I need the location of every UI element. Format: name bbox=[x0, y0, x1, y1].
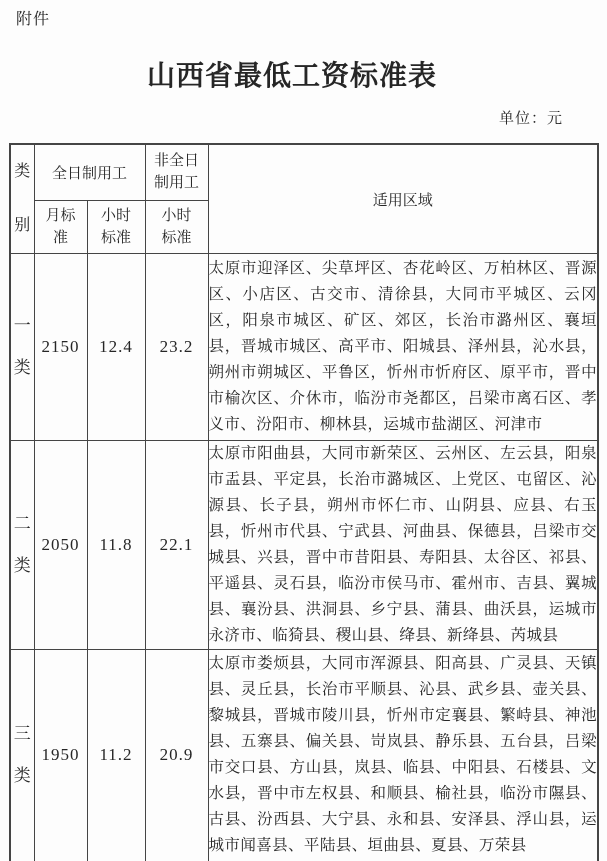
header-full-time-group bbox=[34, 144, 145, 200]
regions-cell: 太原市迎泽区、尖草坪区、杏花岭区、万柏林区、晋源区、小店区、古交市、清徐县，大同市平城区、云冈区，阳泉市城区、矿区、郊区，长治市潞州区、襄垣县，晋城市城区、高平市、阳城县、泽州县，沁水县，朔州市朔城区、平鲁区，忻州市忻府区、原平市，晋中市榆次区、介休市，临汾市尧都区，吕梁市离石区、孝义市、汾阳市、柳林县，运城市盐湖区、河津市 bbox=[208, 254, 598, 441]
table-row-category-3 bbox=[10, 650, 598, 861]
part-time-hourly-wage-cell: 22.1 bbox=[145, 441, 208, 650]
monthly-wage-cell: 2050 bbox=[34, 441, 87, 650]
header-category-label: 类别 bbox=[14, 163, 31, 234]
attachment-label: 附件 bbox=[16, 11, 51, 28]
category-label: 一类 bbox=[13, 316, 31, 377]
header-part-time-hourly-label: 小时标准 bbox=[161, 206, 192, 246]
monthly-wage-cell: 1950 bbox=[34, 650, 87, 861]
table-header-row-1 bbox=[10, 144, 598, 200]
regions-cell: 太原市阳曲县，大同市新荣区、云州区、左云县，阳泉市盂县、平定县，长治市潞城区、上党区、屯留区、沁源县、长子县，朔州市怀仁市、山阴县、应县、右玉县，忻州市代县、宁武县、河曲县、保德县，吕梁市交城县、兴县，晋中市昔阳县、寿阳县、太谷区、祁县、平遥县、灵石县，临汾市侯马市、霍州市、吉县、翼城县、襄汾县、洪洞县、乡宁县、蒲县、曲沃县，运城市永济市、临猗县、稷山县、绛县、新绛县、芮城县 bbox=[208, 441, 598, 650]
hourly-wage-cell: 12.4 bbox=[87, 254, 145, 441]
header-hourly-label: 小时标准 bbox=[100, 206, 131, 246]
header-part-time-group bbox=[145, 144, 208, 200]
part-time-hourly-wage-cell: 20.9 bbox=[145, 650, 208, 861]
header-monthly-standard bbox=[34, 200, 87, 253]
category-label: 三类 bbox=[13, 724, 31, 786]
header-full-time-label: 全日制用工 bbox=[52, 164, 128, 182]
regions-cell: 太原市娄烦县，大同市浑源县、阳高县、广灵县、天镇县、灵丘县，长治市平顺县、沁县、武乡县、壶关县、黎城县，晋城市陵川县，忻州市定襄县、繁峙县、神池县、五寨县、偏关县、岢岚县、静乐县、五台县，吕梁市交口县、方山县，岚县、临县、中阳县、石楼县、文水县，晋中市左权县、和顺县、榆社县，临汾市隰县、古县、汾西县、大宁县、永和县、安泽县、浮山县，运城市闻喜县、平陆县、垣曲县、夏县、万荣县 bbox=[208, 650, 598, 861]
header-region-label: 适用区域 bbox=[372, 191, 433, 209]
unit-label: 单位：元 bbox=[498, 111, 563, 127]
header-hourly-standard bbox=[87, 200, 145, 253]
monthly-wage-cell: 2150 bbox=[34, 254, 87, 441]
page-title: 山西省最低工资标准表 bbox=[146, 61, 437, 92]
table-row-category-1 bbox=[10, 254, 598, 441]
category-cell bbox=[10, 441, 34, 650]
minimum-wage-table bbox=[9, 143, 599, 861]
category-cell bbox=[10, 650, 34, 861]
header-category bbox=[10, 144, 34, 254]
hourly-wage-cell: 11.8 bbox=[87, 441, 145, 650]
header-part-time-hourly-standard bbox=[145, 200, 208, 253]
header-applicable-region bbox=[208, 144, 598, 254]
header-part-time-label: 非全日制用工 bbox=[154, 152, 200, 192]
hourly-wage-cell: 11.2 bbox=[87, 650, 145, 861]
category-cell bbox=[10, 254, 34, 441]
category-label: 二类 bbox=[13, 514, 31, 575]
part-time-hourly-wage-cell: 23.2 bbox=[145, 254, 208, 441]
table-row-category-2 bbox=[10, 441, 598, 650]
header-monthly-label: 月标准 bbox=[45, 206, 76, 246]
